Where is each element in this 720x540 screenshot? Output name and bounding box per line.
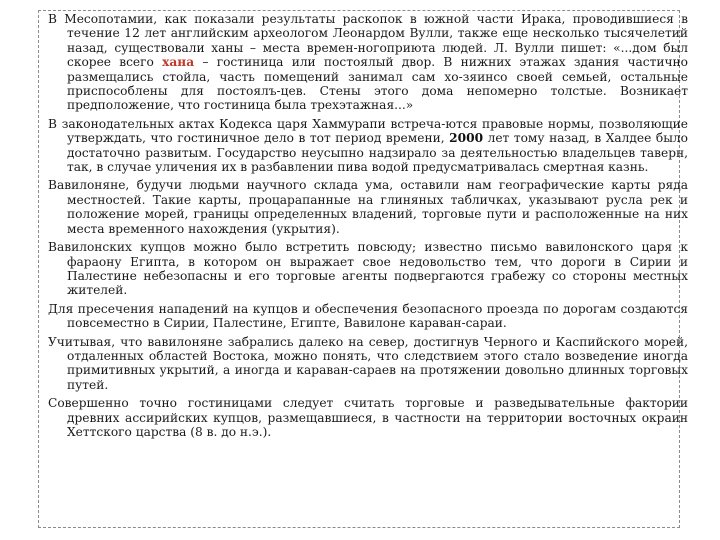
- paragraph-text: Вавилонских купцов можно было встретить повсюду; известно письмо вавилонского царя к фараону Египта, в котором он выражает свое недовольство тем, что дороги в Сирии и Палестине небезопасны и его торговые агенты подвергаются грабежу со стороны местных жителей.: [48, 240, 688, 298]
- highlight-hana: хана: [162, 55, 195, 70]
- paragraph-mesopotamia: [48, 12, 688, 113]
- paragraph-trade-routes: [48, 335, 688, 393]
- paragraph-text: Совершенно точно гостиницами следует считать торговые и разведывательные фактории древних ассирийских купцов, размещавшиеся, в частности на территории восточных окраин Хеттского царства (8 в. до н.э.).: [48, 396, 688, 439]
- paragraph-text: Вавилоняне, будучи людьми научного склада ума, оставили нам географические карты ряда местностей. Такие карты, процарапанные на глиняных табличках, указывают русла рек и положение морей, границы определенных владений, торговые пути и расположенные на них места временного нахождения (укрытия).: [48, 178, 688, 236]
- paragraph-text-tail: – гостиница или постоялый двор. В нижних этажах здания частично размещались стойла, часть помещений занимал сам хо-зяинсо своей семьей, остальные приспособлены для постоялъ-цев. Стены этого дома непомерно толстые. Возникает предположение, что гостиница была трехэтажная...»: [67, 55, 688, 113]
- paragraph-babylonian-maps: [48, 178, 688, 236]
- highlight-years: 2000: [449, 131, 484, 146]
- paragraph-text: В Месопотамии, как показали результаты раскопок в южной части Ирака, проводившиеся в течение 12 лет английским археологом Леонардом Вулли, также еще несколько тысячелетий назад, существовали ханы – места времен-ногоприюта людей. Л. Вулли пишет: «...дом был скорее всего: [48, 12, 688, 70]
- paragraph-hammurabi: [48, 117, 688, 175]
- paragraph-text-tail: лет тому назад, в Халдее было достаточно развитым. Государство неусыпно надзирало за деятельностью владельцев таверн, так, в случае уличения их в разбавлении пива водой предусматривалась смертная казнь.: [67, 131, 688, 175]
- paragraph-text: Для пресечения нападений на купцов и обеспечения безопасного проезда по дорогам создаются повсеместно в Сирии, Палестине, Египте, Вавилоне караван-сараи.: [48, 301, 688, 331]
- paragraph-text: В законодательных актах Кодекса царя Хаммурапи встреча-ются правовые нормы, позволяющие утверждать, что гостиничное дело в тот период времени,: [48, 116, 688, 146]
- paragraph-assyrian-factories: [48, 396, 688, 439]
- paragraph-text: Учитывая, что вавилоняне забрались далеко на север, достигнув Черного и Каспийского морей, отдаленных областей Востока, можно понять, что следствием этого стало возведение иногда примитивных укрытий, а иногда и караван-сараев на протяжении довольно длинных торговых путей.: [48, 334, 688, 392]
- document-body: [48, 12, 688, 439]
- paragraph-babylonian-merchants: [48, 240, 688, 298]
- paragraph-caravanserai: [48, 302, 688, 331]
